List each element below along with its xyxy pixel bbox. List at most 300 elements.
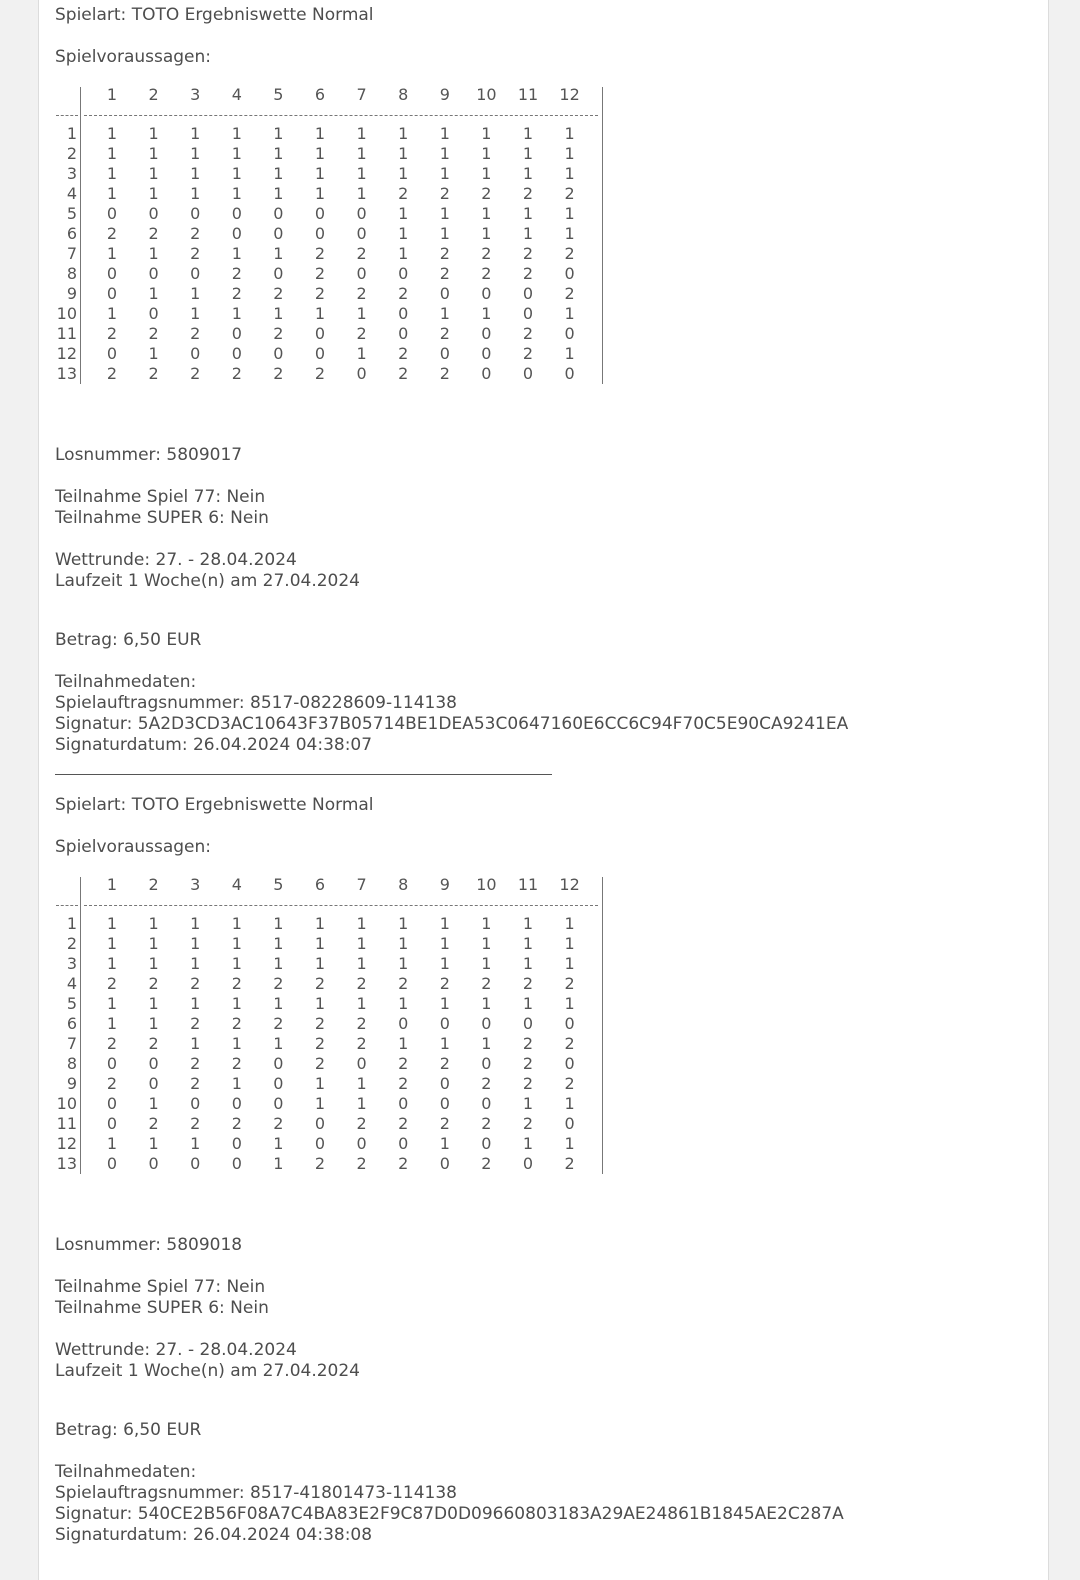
grid-cell: 2 bbox=[439, 1054, 450, 1073]
grid-cell: 2 bbox=[356, 244, 367, 263]
grid-cell: 2 bbox=[564, 974, 575, 993]
grid-cell: 1 bbox=[356, 164, 367, 183]
grid-cell: 2 bbox=[106, 224, 118, 243]
grid-cell: 0 bbox=[314, 1134, 326, 1153]
grid-cell: 1 bbox=[231, 124, 242, 143]
grid-cell: 2 bbox=[522, 1114, 534, 1133]
spiel77-line: Teilnahme Spiel 77: Nein bbox=[55, 487, 266, 507]
grid-cell: 2 bbox=[522, 184, 534, 203]
grid-cell: 0 bbox=[190, 1094, 201, 1113]
grid-cell: 1 bbox=[398, 244, 409, 263]
grid-cell: 1 bbox=[231, 304, 242, 323]
grid-cell: 1 bbox=[231, 954, 242, 973]
grid-row-label: 9 bbox=[66, 1074, 77, 1093]
grid-cell: 1 bbox=[314, 934, 326, 953]
grid-cell: 2 bbox=[439, 1114, 450, 1133]
grid-cell: 1 bbox=[564, 1094, 575, 1113]
voraussagen-label: Spielvoraussagen: bbox=[55, 47, 212, 67]
grid-column-header: 12 bbox=[559, 875, 580, 894]
grid-cell: 0 bbox=[314, 224, 326, 243]
grid-cell: 0 bbox=[148, 1074, 159, 1093]
grid-cell: 2 bbox=[356, 974, 367, 993]
grid-header-separator bbox=[84, 115, 598, 116]
grid-cell: 1 bbox=[190, 144, 201, 163]
grid-row-label: 8 bbox=[66, 1054, 77, 1073]
grid-column-header: 8 bbox=[398, 85, 409, 104]
grid-cell: 1 bbox=[314, 164, 326, 183]
grid-cell: 2 bbox=[190, 974, 201, 993]
grid-right-border bbox=[602, 87, 603, 384]
grid-cell: 1 bbox=[481, 1034, 492, 1053]
grid-cell: 1 bbox=[273, 954, 284, 973]
grid-cell: 0 bbox=[522, 304, 534, 323]
grid-cell: 1 bbox=[190, 1134, 201, 1153]
grid-cell: 2 bbox=[314, 264, 326, 283]
grid-cell: 1 bbox=[106, 304, 118, 323]
grid-cell: 1 bbox=[273, 1154, 284, 1173]
grid-cell: 1 bbox=[314, 304, 326, 323]
grid-cell: 1 bbox=[273, 144, 284, 163]
grid-cell: 1 bbox=[398, 954, 409, 973]
grid-cell: 1 bbox=[106, 1014, 118, 1033]
signaturdatum-line: Signaturdatum: 26.04.2024 04:38:08 bbox=[55, 1525, 373, 1545]
grid-cell: 1 bbox=[481, 124, 492, 143]
grid-header-separator-left bbox=[56, 115, 78, 116]
grid-cell: 2 bbox=[398, 344, 409, 363]
grid-column-header: 6 bbox=[314, 85, 326, 104]
grid-cell: 1 bbox=[439, 954, 450, 973]
grid-cell: 1 bbox=[356, 994, 367, 1013]
grid-cell: 0 bbox=[481, 1054, 492, 1073]
grid-cell: 2 bbox=[231, 1014, 242, 1033]
grid-row-label: 13 bbox=[56, 1154, 77, 1173]
wettrunde-line: Wettrunde: 27. - 28.04.2024 bbox=[55, 1340, 297, 1360]
grid-cell: 0 bbox=[439, 1014, 450, 1033]
grid-cell: 2 bbox=[148, 324, 159, 343]
grid-cell: 2 bbox=[481, 264, 492, 283]
grid-cell: 1 bbox=[439, 914, 450, 933]
grid-cell: 1 bbox=[273, 164, 284, 183]
grid-cell: 1 bbox=[522, 144, 534, 163]
grid-cell: 0 bbox=[564, 1114, 575, 1133]
grid-cell: 1 bbox=[398, 994, 409, 1013]
grid-cell: 1 bbox=[314, 144, 326, 163]
grid-cell: 1 bbox=[356, 344, 367, 363]
grid-cell: 2 bbox=[190, 1074, 201, 1093]
grid-cell: 1 bbox=[148, 124, 159, 143]
grid-cell: 1 bbox=[481, 304, 492, 323]
grid-cell: 1 bbox=[439, 1134, 450, 1153]
grid-row-label: 7 bbox=[66, 1034, 77, 1053]
grid-cell: 1 bbox=[356, 184, 367, 203]
grid-cell: 1 bbox=[106, 934, 118, 953]
grid-cell: 2 bbox=[231, 1054, 242, 1073]
grid-cell: 2 bbox=[481, 184, 492, 203]
grid-cell: 0 bbox=[231, 204, 242, 223]
grid-cell: 0 bbox=[564, 264, 575, 283]
grid-row-label: 1 bbox=[66, 124, 77, 143]
grid-cell: 0 bbox=[106, 1094, 118, 1113]
grid-cell: 2 bbox=[439, 324, 450, 343]
grid-cell: 1 bbox=[564, 994, 575, 1013]
grid-cell: 0 bbox=[190, 204, 201, 223]
grid-row-label: 5 bbox=[66, 994, 77, 1013]
grid-cell: 1 bbox=[398, 124, 409, 143]
grid-cell: 2 bbox=[522, 1034, 534, 1053]
grid-cell: 0 bbox=[439, 1074, 450, 1093]
grid-cell: 1 bbox=[314, 184, 326, 203]
grid-cell: 1 bbox=[398, 914, 409, 933]
grid-cell: 1 bbox=[273, 184, 284, 203]
auftragsnummer-line: Spielauftragsnummer: 8517-41801473-114138 bbox=[55, 1483, 457, 1503]
grid-cell: 1 bbox=[106, 914, 118, 933]
grid-cell: 2 bbox=[148, 224, 159, 243]
grid-cell: 1 bbox=[398, 164, 409, 183]
spielart-line: Spielart: TOTO Ergebniswette Normal bbox=[55, 5, 374, 25]
wettrunde-line: Wettrunde: 27. - 28.04.2024 bbox=[55, 550, 297, 570]
grid-cell: 0 bbox=[564, 1014, 575, 1033]
grid-cell: 1 bbox=[190, 184, 201, 203]
grid-cell: 0 bbox=[398, 324, 409, 343]
betrag-line: Betrag: 6,50 EUR bbox=[55, 1420, 202, 1440]
grid-cell: 1 bbox=[356, 954, 367, 973]
grid-cell: 1 bbox=[481, 914, 492, 933]
grid-cell: 0 bbox=[398, 1134, 409, 1153]
grid-cell: 1 bbox=[314, 1074, 326, 1093]
grid-cell: 1 bbox=[439, 144, 450, 163]
grid-cell: 1 bbox=[522, 994, 534, 1013]
grid-cell: 2 bbox=[106, 1074, 118, 1093]
grid-cell: 2 bbox=[398, 364, 409, 383]
grid-cell: 0 bbox=[356, 224, 367, 243]
grid-cell: 2 bbox=[190, 1114, 201, 1133]
grid-cell: 1 bbox=[356, 144, 367, 163]
grid-cell: 2 bbox=[356, 1034, 367, 1053]
grid-cell: 0 bbox=[231, 224, 242, 243]
grid-column-header: 4 bbox=[231, 85, 242, 104]
grid-cell: 1 bbox=[106, 244, 118, 263]
grid-row-label: 12 bbox=[56, 344, 77, 363]
grid-cell: 2 bbox=[273, 1114, 284, 1133]
grid-cell: 0 bbox=[148, 304, 159, 323]
separator-line bbox=[55, 774, 552, 775]
grid-column-header: 11 bbox=[517, 875, 539, 894]
grid-cell: 1 bbox=[106, 994, 118, 1013]
grid-cell: 2 bbox=[439, 244, 450, 263]
grid-cell: 1 bbox=[148, 284, 159, 303]
grid-cell: 1 bbox=[273, 934, 284, 953]
grid-cell: 1 bbox=[231, 934, 242, 953]
grid-cell: 0 bbox=[481, 1134, 492, 1153]
grid-cell: 1 bbox=[398, 934, 409, 953]
grid-cell: 0 bbox=[314, 344, 326, 363]
grid-row-label: 10 bbox=[56, 1094, 77, 1113]
grid-cell: 2 bbox=[439, 364, 450, 383]
grid-cell: 1 bbox=[564, 144, 575, 163]
grid-cell: 0 bbox=[356, 364, 367, 383]
grid-cell: 0 bbox=[522, 364, 534, 383]
grid-cell: 1 bbox=[106, 164, 118, 183]
grid-cell: 0 bbox=[439, 1094, 450, 1113]
grid-column-header: 2 bbox=[148, 85, 159, 104]
grid-cell: 0 bbox=[273, 1074, 284, 1093]
grid-column-header: 7 bbox=[356, 875, 367, 894]
grid-cell: 1 bbox=[314, 1094, 326, 1113]
grid-cell: 0 bbox=[356, 264, 367, 283]
grid-cell: 1 bbox=[522, 954, 534, 973]
grid-cell: 1 bbox=[314, 954, 326, 973]
grid-cell: 0 bbox=[398, 1014, 409, 1033]
grid-cell: 1 bbox=[231, 184, 242, 203]
grid-cell: 0 bbox=[231, 344, 242, 363]
grid-column-header: 7 bbox=[356, 85, 367, 104]
grid-cell: 1 bbox=[190, 914, 201, 933]
grid-cell: 2 bbox=[564, 1034, 575, 1053]
grid-cell: 1 bbox=[439, 1034, 450, 1053]
grid-cell: 0 bbox=[231, 1154, 242, 1173]
grid-column-header: 1 bbox=[106, 85, 118, 104]
grid-cell: 1 bbox=[190, 164, 201, 183]
grid-cell: 1 bbox=[148, 994, 159, 1013]
grid-cell: 0 bbox=[314, 324, 326, 343]
grid-cell: 2 bbox=[106, 364, 118, 383]
grid-cell: 0 bbox=[190, 1154, 201, 1173]
grid-cell: 0 bbox=[481, 1094, 492, 1113]
grid-cell: 1 bbox=[439, 224, 450, 243]
grid-cell: 0 bbox=[564, 364, 575, 383]
grid-cell: 0 bbox=[231, 1094, 242, 1113]
grid-cell: 2 bbox=[190, 364, 201, 383]
grid-cell: 2 bbox=[231, 264, 242, 283]
grid-cell: 2 bbox=[106, 1034, 118, 1053]
grid-cell: 1 bbox=[231, 244, 242, 263]
grid-cell: 2 bbox=[564, 284, 575, 303]
grid-cell: 0 bbox=[398, 304, 409, 323]
grid-cell: 2 bbox=[148, 1114, 159, 1133]
grid-cell: 2 bbox=[522, 264, 534, 283]
grid-column-header: 3 bbox=[190, 85, 201, 104]
grid-cell: 1 bbox=[190, 284, 201, 303]
grid-cell: 2 bbox=[314, 1014, 326, 1033]
grid-cell: 2 bbox=[231, 364, 242, 383]
grid-column-header: 10 bbox=[476, 875, 497, 894]
grid-cell: 2 bbox=[564, 1074, 575, 1093]
grid-cell: 1 bbox=[231, 914, 242, 933]
grid-cell: 0 bbox=[356, 1054, 367, 1073]
grid-cell: 1 bbox=[481, 144, 492, 163]
grid-row-label: 4 bbox=[66, 974, 77, 993]
grid-cell: 1 bbox=[356, 914, 367, 933]
grid-cell: 1 bbox=[439, 164, 450, 183]
super6-line: Teilnahme SUPER 6: Nein bbox=[55, 1298, 269, 1318]
grid-cell: 1 bbox=[564, 344, 575, 363]
grid-cell: 0 bbox=[273, 204, 284, 223]
grid-cell: 2 bbox=[356, 1114, 367, 1133]
grid-column-header: 5 bbox=[273, 875, 284, 894]
signaturdatum-line: Signaturdatum: 26.04.2024 04:38:07 bbox=[55, 735, 373, 755]
grid-cell: 1 bbox=[398, 1034, 409, 1053]
grid-cell: 1 bbox=[231, 1034, 242, 1053]
grid-row-label: 5 bbox=[66, 204, 77, 223]
grid-cell: 1 bbox=[273, 304, 284, 323]
grid-cell: 0 bbox=[314, 204, 326, 223]
grid-column-header: 6 bbox=[314, 875, 326, 894]
grid-cell: 0 bbox=[148, 1154, 159, 1173]
grid-cell: 2 bbox=[106, 974, 118, 993]
grid-cell: 0 bbox=[190, 264, 201, 283]
grid-cell: 1 bbox=[356, 124, 367, 143]
grid-cell: 1 bbox=[106, 1134, 118, 1153]
grid-cell: 1 bbox=[148, 144, 159, 163]
grid-cell: 2 bbox=[398, 1074, 409, 1093]
grid-right-border bbox=[602, 877, 603, 1174]
grid-cell: 1 bbox=[190, 124, 201, 143]
grid-cell: 0 bbox=[481, 1014, 492, 1033]
grid-row-label: 3 bbox=[66, 164, 77, 183]
teilnahmedaten-label: Teilnahmedaten: bbox=[55, 1462, 197, 1482]
grid-cell: 1 bbox=[106, 144, 118, 163]
grid-header-separator bbox=[84, 905, 598, 906]
grid-row-label: 11 bbox=[56, 324, 77, 343]
laufzeit-line: Laufzeit 1 Woche(n) am 27.04.2024 bbox=[55, 1361, 360, 1381]
grid-cell: 2 bbox=[190, 324, 201, 343]
grid-cell: 0 bbox=[398, 264, 409, 283]
grid-cell: 1 bbox=[273, 1034, 284, 1053]
grid-cell: 2 bbox=[481, 974, 492, 993]
grid-cell: 2 bbox=[314, 364, 326, 383]
grid-cell: 2 bbox=[148, 1034, 159, 1053]
grid-cell: 2 bbox=[481, 1074, 492, 1093]
grid-cell: 0 bbox=[314, 1114, 326, 1133]
grid-cell: 2 bbox=[273, 324, 284, 343]
grid-cell: 2 bbox=[190, 224, 201, 243]
grid-row-label: 11 bbox=[56, 1114, 77, 1133]
grid-cell: 1 bbox=[439, 124, 450, 143]
grid-cell: 0 bbox=[148, 264, 159, 283]
grid-row-label: 3 bbox=[66, 954, 77, 973]
grid-cell: 1 bbox=[148, 164, 159, 183]
grid-cell: 1 bbox=[522, 224, 534, 243]
grid-cell: 2 bbox=[522, 974, 534, 993]
grid-row-label: 6 bbox=[66, 224, 77, 243]
grid-cell: 1 bbox=[148, 954, 159, 973]
grid-cell: 1 bbox=[564, 124, 575, 143]
grid-cell: 0 bbox=[398, 1094, 409, 1113]
grid-row-label: 4 bbox=[66, 184, 77, 203]
grid-cell: 1 bbox=[522, 164, 534, 183]
grid-row-label: 2 bbox=[66, 144, 77, 163]
grid-cell: 1 bbox=[481, 224, 492, 243]
grid-cell: 2 bbox=[564, 184, 575, 203]
grid-cell: 1 bbox=[231, 1074, 242, 1093]
grid-cell: 2 bbox=[439, 974, 450, 993]
grid-cell: 0 bbox=[106, 344, 118, 363]
grid-cell: 0 bbox=[481, 364, 492, 383]
grid-row-label: 13 bbox=[56, 364, 77, 383]
grid-cell: 2 bbox=[148, 974, 159, 993]
grid-cell: 0 bbox=[481, 324, 492, 343]
grid-cell: 1 bbox=[190, 304, 201, 323]
grid-cell: 0 bbox=[273, 224, 284, 243]
grid-cell: 2 bbox=[356, 1154, 367, 1173]
grid-row-label: 7 bbox=[66, 244, 77, 263]
grid-cell: 1 bbox=[564, 204, 575, 223]
grid-cell: 2 bbox=[522, 324, 534, 343]
teilnahmedaten-label: Teilnahmedaten: bbox=[55, 672, 197, 692]
grid-cell: 2 bbox=[314, 1154, 326, 1173]
grid-cell: 1 bbox=[481, 994, 492, 1013]
grid-cell: 0 bbox=[522, 1154, 534, 1173]
grid-column-header: 9 bbox=[439, 875, 450, 894]
grid-cell: 2 bbox=[314, 284, 326, 303]
grid-row-label: 6 bbox=[66, 1014, 77, 1033]
grid-column-header: 4 bbox=[231, 875, 242, 894]
grid-row-label: 9 bbox=[66, 284, 77, 303]
grid-cell: 1 bbox=[564, 954, 575, 973]
grid-cell: 2 bbox=[273, 284, 284, 303]
grid-cell: 0 bbox=[564, 324, 575, 343]
grid-cell: 0 bbox=[231, 324, 242, 343]
grid-cell: 2 bbox=[439, 264, 450, 283]
grid-cell: 1 bbox=[522, 124, 534, 143]
grid-cell: 1 bbox=[231, 164, 242, 183]
grid-column-header: 8 bbox=[398, 875, 409, 894]
grid-cell: 1 bbox=[564, 914, 575, 933]
grid-cell: 1 bbox=[356, 1074, 367, 1093]
grid-cell: 2 bbox=[439, 184, 450, 203]
grid-cell: 2 bbox=[564, 1154, 575, 1173]
signatur-line: Signatur: 540CE2B56F08A7C4BA83E2F9C87D0D09660803183A29AE24861B1845AE2C287A bbox=[55, 1504, 844, 1524]
grid-cell: 1 bbox=[356, 934, 367, 953]
grid-cell: 2 bbox=[481, 1154, 492, 1173]
grid-cell: 1 bbox=[314, 914, 326, 933]
laufzeit-line: Laufzeit 1 Woche(n) am 27.04.2024 bbox=[55, 571, 360, 591]
grid-cell: 2 bbox=[231, 284, 242, 303]
grid-cell: 1 bbox=[190, 934, 201, 953]
grid-cell: 0 bbox=[439, 344, 450, 363]
grid-column-header: 11 bbox=[517, 85, 539, 104]
grid-cell: 0 bbox=[481, 284, 492, 303]
grid-column-header: 2 bbox=[148, 875, 159, 894]
grid-cell: 2 bbox=[190, 1014, 201, 1033]
voraussagen-label: Spielvoraussagen: bbox=[55, 837, 212, 857]
grid-header-separator-left bbox=[56, 905, 78, 906]
grid-cell: 0 bbox=[522, 284, 534, 303]
grid-cell: 1 bbox=[273, 1134, 284, 1153]
grid-row-label: 2 bbox=[66, 934, 77, 953]
grid-column-header: 3 bbox=[190, 875, 201, 894]
grid-cell: 0 bbox=[564, 1054, 575, 1073]
grid-cell: 1 bbox=[314, 124, 326, 143]
auftragsnummer-line: Spielauftragsnummer: 8517-08228609-114138 bbox=[55, 693, 457, 713]
grid-cell: 0 bbox=[481, 344, 492, 363]
grid-cell: 1 bbox=[148, 184, 159, 203]
grid-cell: 0 bbox=[190, 344, 201, 363]
grid-cell: 1 bbox=[190, 994, 201, 1013]
grid-cell: 1 bbox=[273, 244, 284, 263]
grid-cell: 2 bbox=[190, 1054, 201, 1073]
grid-cell: 2 bbox=[273, 364, 284, 383]
grid-cell: 2 bbox=[190, 244, 201, 263]
grid-cell: 1 bbox=[522, 934, 534, 953]
signatur-line: Signatur: 5A2D3CD3AC10643F37B05714BE1DEA53C0647160E6CC6C94F70C5E90CA9241EA bbox=[55, 714, 849, 734]
grid-cell: 0 bbox=[106, 284, 118, 303]
grid-cell: 0 bbox=[106, 1154, 118, 1173]
grid-cell: 1 bbox=[522, 1134, 534, 1153]
grid-cell: 0 bbox=[439, 284, 450, 303]
grid-cell: 2 bbox=[398, 184, 409, 203]
grid-cell: 1 bbox=[439, 994, 450, 1013]
